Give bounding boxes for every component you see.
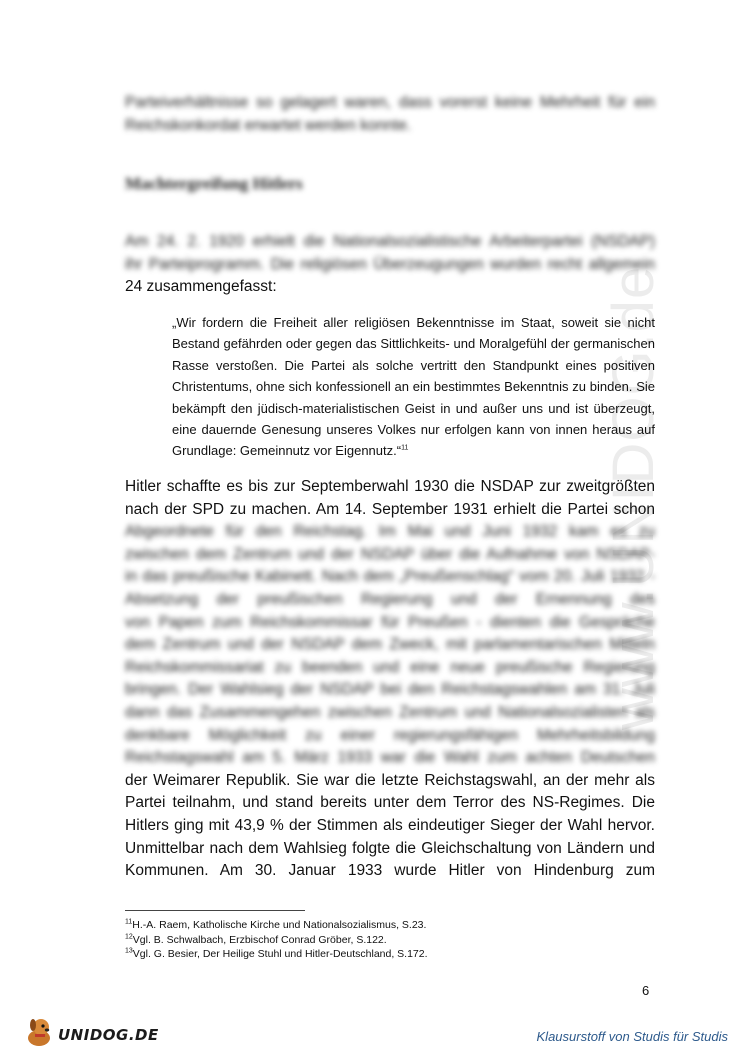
text-line: Hitler schaffte es bis zur Septemberwahl 1930 die NSDAP zur zweitgrößten bbox=[125, 478, 655, 495]
page-number: 6 bbox=[642, 983, 650, 998]
footnotes bbox=[125, 918, 428, 962]
unidog-logo bbox=[22, 1012, 159, 1048]
quote-line: eine dauernde Genesung unseres Volkes nur erfolgen kann von innen heraus auf bbox=[172, 421, 655, 437]
tagline: Klausurstoff von Studis für Studis bbox=[536, 1029, 728, 1044]
text-line: nach der SPD zu machen. Am 14. September 1931 erhielt die Partei schon bbox=[125, 500, 655, 518]
text-line: dem Zentrum und der NSDAP dem Zweck, mit parlamentarischen Mitteln bbox=[125, 636, 655, 654]
quote-line: „Wir fordern die Freiheit aller religiösen Bekenntnisse im Staat, soweit sie nicht bbox=[172, 315, 655, 330]
text-line: der Weimarer Republik. Sie war die letzte Reichstagswahl, an der mehr als bbox=[125, 771, 655, 789]
text-line: ihr Parteiprogramm. Die religiösen Überzeugungen wurden recht allgemein bbox=[125, 255, 655, 273]
text-line: Reichskommissariat zu beenden und eine neue preußische Regierung bbox=[125, 658, 655, 676]
logo-text: UNIDOG.DE bbox=[58, 1026, 159, 1044]
text-line: von Papen zum Reichskommissar für Preußen - dienten die Gespräche bbox=[125, 613, 655, 631]
text-line: Parteiverhältnisse so gelagert waren, dass vorerst keine Mehrheit für ein bbox=[125, 94, 655, 111]
footnote-text: Vgl. B. Schwalbach, Erzbischof Conrad Gröber, S.122. bbox=[132, 933, 387, 946]
text-line: Absetzung der preußischen Regierung und der Ernennung des bbox=[125, 590, 655, 608]
text-line: Reichstagswahl am 5. März 1933 war die Wahl zum achten Deutschen bbox=[125, 749, 655, 767]
quote-line: Bestand gefährden oder gegen das Sittlichkeits- und Moralgefühl der germanischen bbox=[172, 336, 655, 352]
text-line: zwischen dem Zentrum und der NSDAP über die Aufnahme von NSDAP- bbox=[125, 545, 655, 563]
footnote bbox=[125, 933, 428, 948]
quote-line bbox=[172, 440, 655, 461]
text-line: in das preußische Kabinett. Nach dem „Preußenschlag“ vom 20. Juli 1932 - bbox=[125, 568, 655, 586]
quote-line: bekämpft den jüdisch-materialistischen Geist in und außer uns und ist überzeugt, bbox=[172, 400, 655, 416]
footnote-number: 13 bbox=[125, 947, 133, 955]
footnote-divider bbox=[125, 910, 305, 911]
footnote-text: Vgl. G. Besier, Der Heilige Stuhl und Hitler-Deutschland, S.172. bbox=[132, 948, 428, 960]
text-line: Partei teilnahm, und stand bereits unter dem Terror des NS-Regimes. Die bbox=[125, 794, 655, 812]
footnote bbox=[125, 918, 428, 933]
dog-icon bbox=[22, 1014, 56, 1048]
text-line: Kommunen. Am 30. Januar 1933 wurde Hitler von Hindenburg zum bbox=[125, 862, 655, 880]
text-line: bringen. Der Wahlsieg der NSDAP bei den Reichstagswahlen am 31. Juli bbox=[125, 681, 655, 699]
footnote-number: 12 bbox=[125, 933, 133, 940]
section-heading: Machtergreifung Hitlers bbox=[125, 174, 303, 193]
text-line: Reichskonkordat erwartet werden konnte. bbox=[125, 116, 412, 134]
program-paragraph bbox=[125, 231, 655, 299]
text-line: Am 24. 2. 1920 erhielt die Nationalsozialistische Arbeiterpartei (NSDAP) bbox=[125, 233, 655, 250]
quote-line: Christentums, ohne sich konfessionell an ein bestimmtes Bekenntnis zu binden. Sie bbox=[172, 379, 655, 395]
text-line: Unmittelbar nach dem Wahlsieg folgte die Gleichschaltung von Ländern und bbox=[125, 839, 655, 857]
quote-last-text: Grundlage: Gemeinnutz vor Eigennutz.“ bbox=[172, 443, 402, 459]
text-line: dann das Zusammengehen zwischen Zentrum und Nationalsozialisten als bbox=[125, 703, 655, 721]
footnote-number: 11 bbox=[125, 918, 133, 926]
text-line: Hitlers ging mit 43,9 % der Stimmen als eindeutiger Sieger der Wahl hervor. bbox=[125, 816, 655, 834]
footnote bbox=[125, 947, 428, 962]
quote-line: Rasse verstoßen. Die Partei als solche vertritt den Standpunkt eines positiven bbox=[172, 357, 655, 373]
text-line: Abgeordnete für den Reichstag. Im Mai und Juni 1932 kam es zu bbox=[125, 523, 655, 541]
watermark: www.UNIDOG.de bbox=[601, 265, 666, 730]
text-line: denkbare Möglichkeit zu einer regierungsfähigen Mehrheitsbildung bbox=[125, 726, 655, 744]
footnote-text: H.-A. Raem, Katholische Kirche und Nationalsozialismus, S.23. bbox=[132, 919, 427, 931]
main-paragraph bbox=[125, 476, 655, 883]
intro-paragraph bbox=[125, 92, 655, 137]
footnote-ref: 11 bbox=[401, 445, 409, 453]
text-line: 24 zusammengefasst: bbox=[125, 278, 277, 296]
block-quote bbox=[172, 312, 655, 462]
